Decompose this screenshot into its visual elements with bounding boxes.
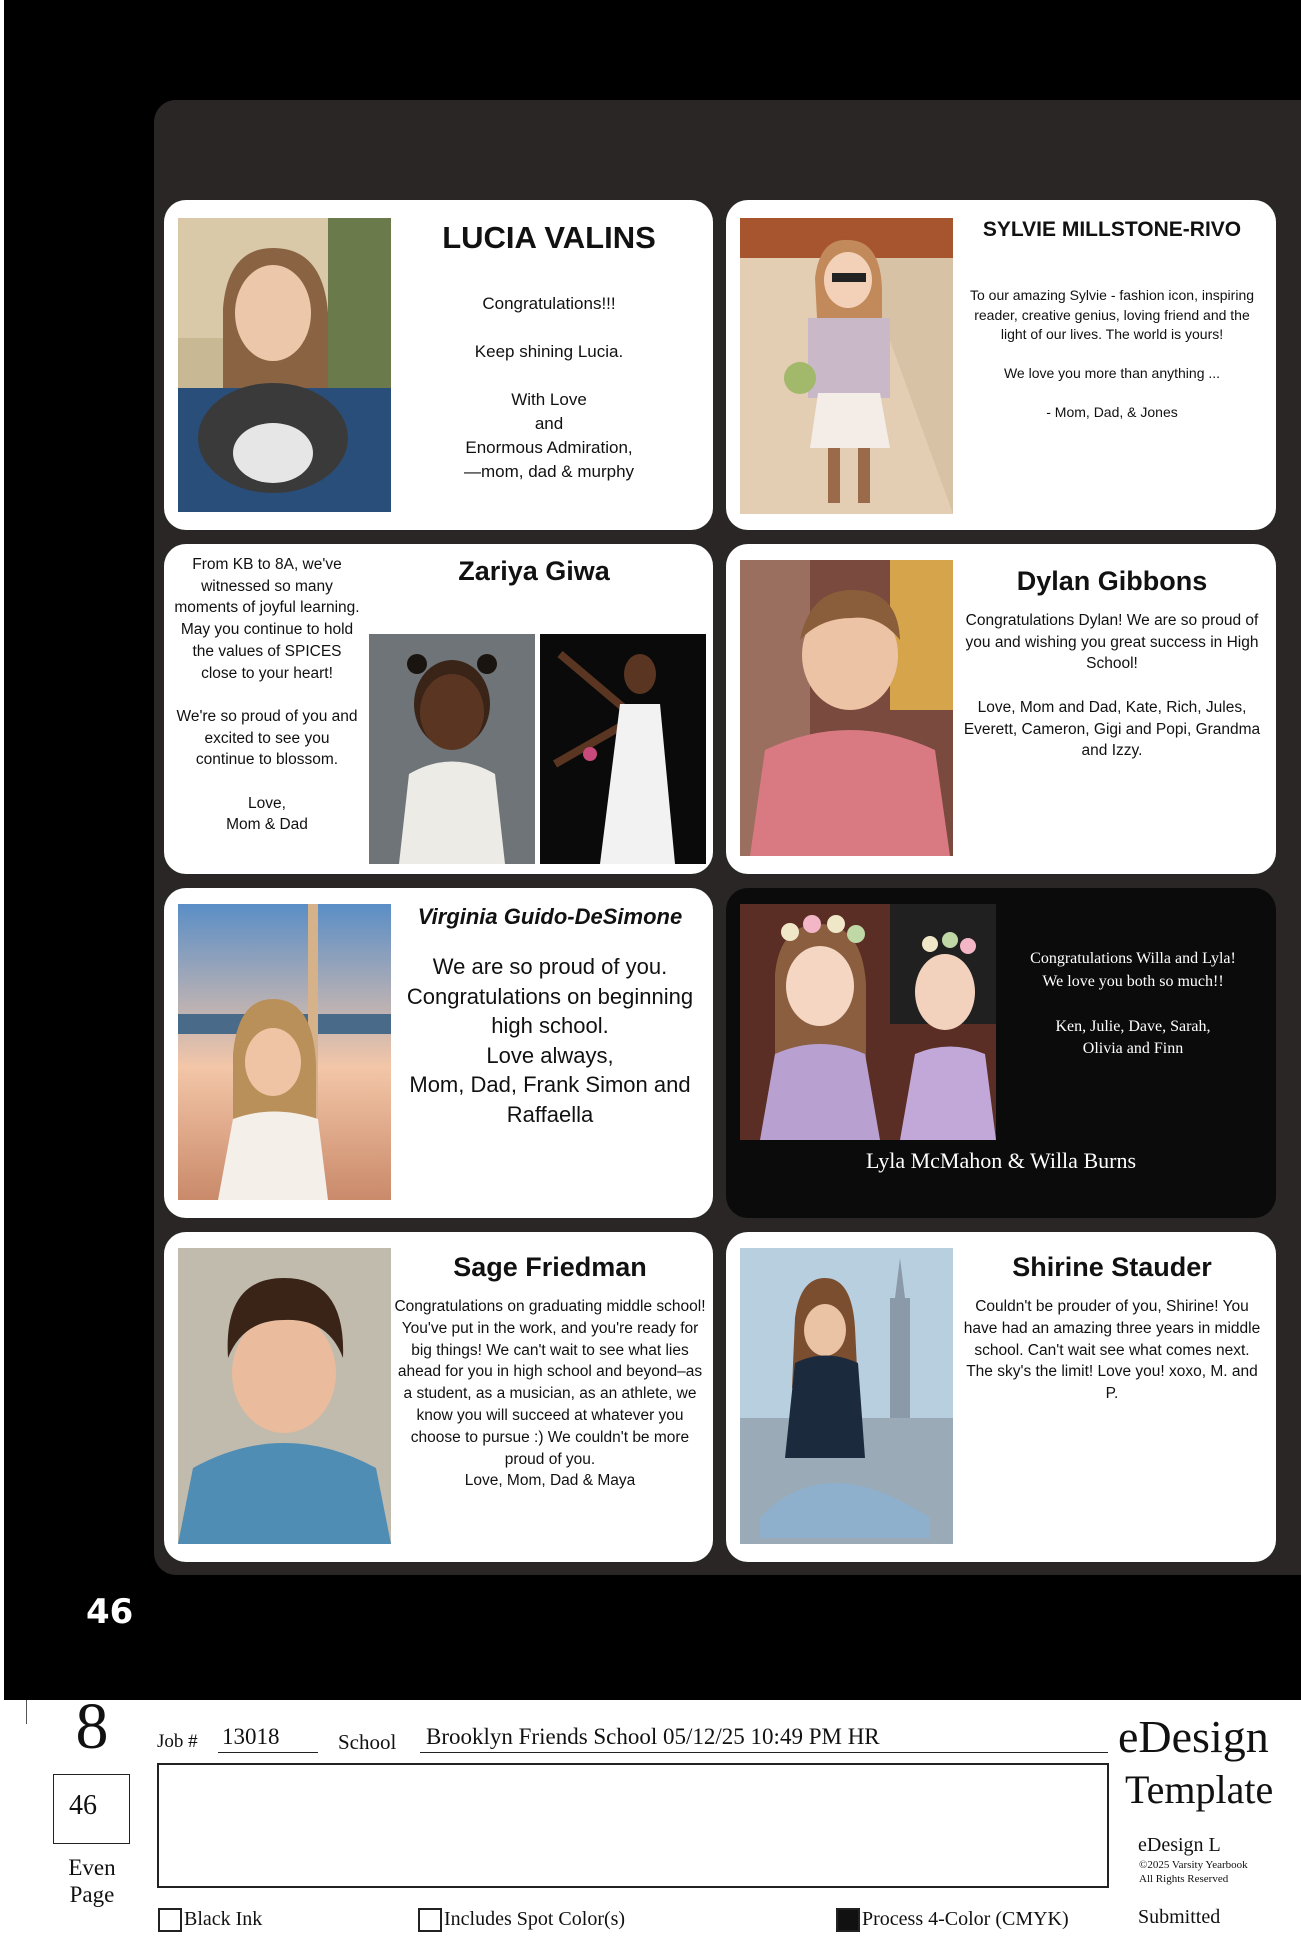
card-virginia-guido-desimone	[164, 888, 713, 1218]
school-value: Brooklyn Friends School 05/12/25 10:49 PM HR	[426, 1724, 880, 1749]
submitted-label: Submitted	[1138, 1906, 1221, 1928]
photo-virginia	[178, 904, 391, 1200]
lyla-willa-message: Congratulations Willa and Lyla! We love you both so much!! Ken, Julie, Dave, Sarah, Olivia and Finn	[1030, 950, 1236, 1057]
card-shirine-stauder	[726, 1232, 1276, 1562]
signature-number: 8	[75, 1690, 109, 1763]
lucia-title: LUCIA VALINS	[442, 220, 656, 255]
photo-zariya-dance	[540, 634, 706, 864]
lyla-willa-caption: Lyla McMahon & Willa Burns	[865, 1148, 1136, 1173]
photo-lyla-willa	[740, 904, 996, 1140]
photo-zariya-portrait	[369, 634, 535, 864]
card-lucia-valins	[164, 200, 713, 530]
virginia-message: We are so proud of you. Congratulations on beginning high school. Love always, Mom, Dad, Frank Simon and Raffaella	[406, 954, 694, 1127]
notes-box[interactable]	[157, 1763, 1109, 1888]
photo-sage	[178, 1248, 391, 1544]
zariya-message: From KB to 8A, we've witnessed so many moments of joyful learning. May you continue to hold the values of SPICES close to your heart! We're so proud of you and excited to see you continue to blossom. Love, Mom & Dad	[174, 556, 360, 834]
photo-lucia	[178, 218, 391, 512]
page-box-number: 46	[69, 1790, 97, 1821]
school-label: School	[338, 1730, 397, 1754]
brand-edesign: eDesign	[1118, 1711, 1269, 1762]
job-label: Job #	[157, 1731, 198, 1752]
ticket-divider	[26, 1700, 27, 1724]
shirine-title: Shirine Stauder	[1012, 1252, 1212, 1282]
sage-message: Congratulations on graduating middle school! You've put in the work, and you're ready for big things! We can't wait to see what lies ahead for you in high school and beyond–as a student, as a musician, as an athlete, we know you will succeed at whatever you choose to pursue :) We couldn't be more proud of you. Love, Mom, Dad & Maya	[394, 1298, 706, 1490]
lucia-message: Congratulations!!! Keep shining Lucia. With Love and Enormous Admiration, —mom, dad & murphy	[463, 294, 635, 481]
card-zariya-giwa	[164, 544, 713, 874]
card-lyla-willa	[726, 888, 1276, 1218]
sylvie-title: SYLVIE MILLSTONE-RIVO	[982, 218, 1242, 241]
dylan-title: Dylan Gibbons	[1016, 566, 1208, 596]
card-dylan-gibbons	[726, 544, 1276, 874]
black-ink-label: Black Ink	[184, 1908, 263, 1930]
school-underline	[420, 1752, 1108, 1753]
shirine-message: Couldn't be prouder of you, Shirine! You have had an amazing three years in middle school. Can't wait see what comes next. The sky's the limit! Love you! xoxo, M. and P.	[963, 1298, 1261, 1403]
brand-template: Template	[1125, 1767, 1274, 1812]
sylvie-message: To our amazing Sylvie - fashion icon, inspiring reader, creative genius, loving friend and the light of our lives. The world is yours! We love you more than anything ... - Mom, Dad, & Jones	[969, 287, 1255, 420]
virginia-title: Virginia Guido-DeSimone	[417, 904, 683, 929]
cmyk-label: Process 4-Color (CMYK)	[862, 1908, 1069, 1930]
zariya-title: Zariya Giwa	[458, 556, 610, 586]
photo-dylan	[740, 560, 953, 856]
card-sylvie-millstone-rivo	[726, 200, 1276, 530]
photo-shirine	[740, 1248, 953, 1544]
copyright: ©2025 Varsity Yearbook All Rights Reserved	[1139, 1859, 1248, 1885]
spot-color-checkbox[interactable]	[418, 1908, 442, 1932]
cmyk-checkbox[interactable]	[836, 1908, 860, 1932]
job-underline	[218, 1752, 318, 1753]
edition-label: eDesign L	[1138, 1834, 1221, 1856]
page-side: Even Page	[68, 1855, 116, 1907]
card-sage-friedman	[164, 1232, 713, 1562]
photo-sylvie	[740, 218, 953, 514]
black-ink-checkbox[interactable]	[158, 1908, 182, 1932]
sage-title: Sage Friedman	[453, 1252, 647, 1282]
job-number: 13018	[222, 1724, 280, 1749]
page-number: 46	[86, 1592, 134, 1632]
dylan-message: Congratulations Dylan! We are so proud of you and wishing you great success in High School! Love, Mom and Dad, Kate, Rich, Jules, Everett, Cameron, Gigi and Popi, Grandma and Izzy.	[963, 612, 1261, 760]
spot-color-label: Includes Spot Color(s)	[444, 1908, 626, 1930]
